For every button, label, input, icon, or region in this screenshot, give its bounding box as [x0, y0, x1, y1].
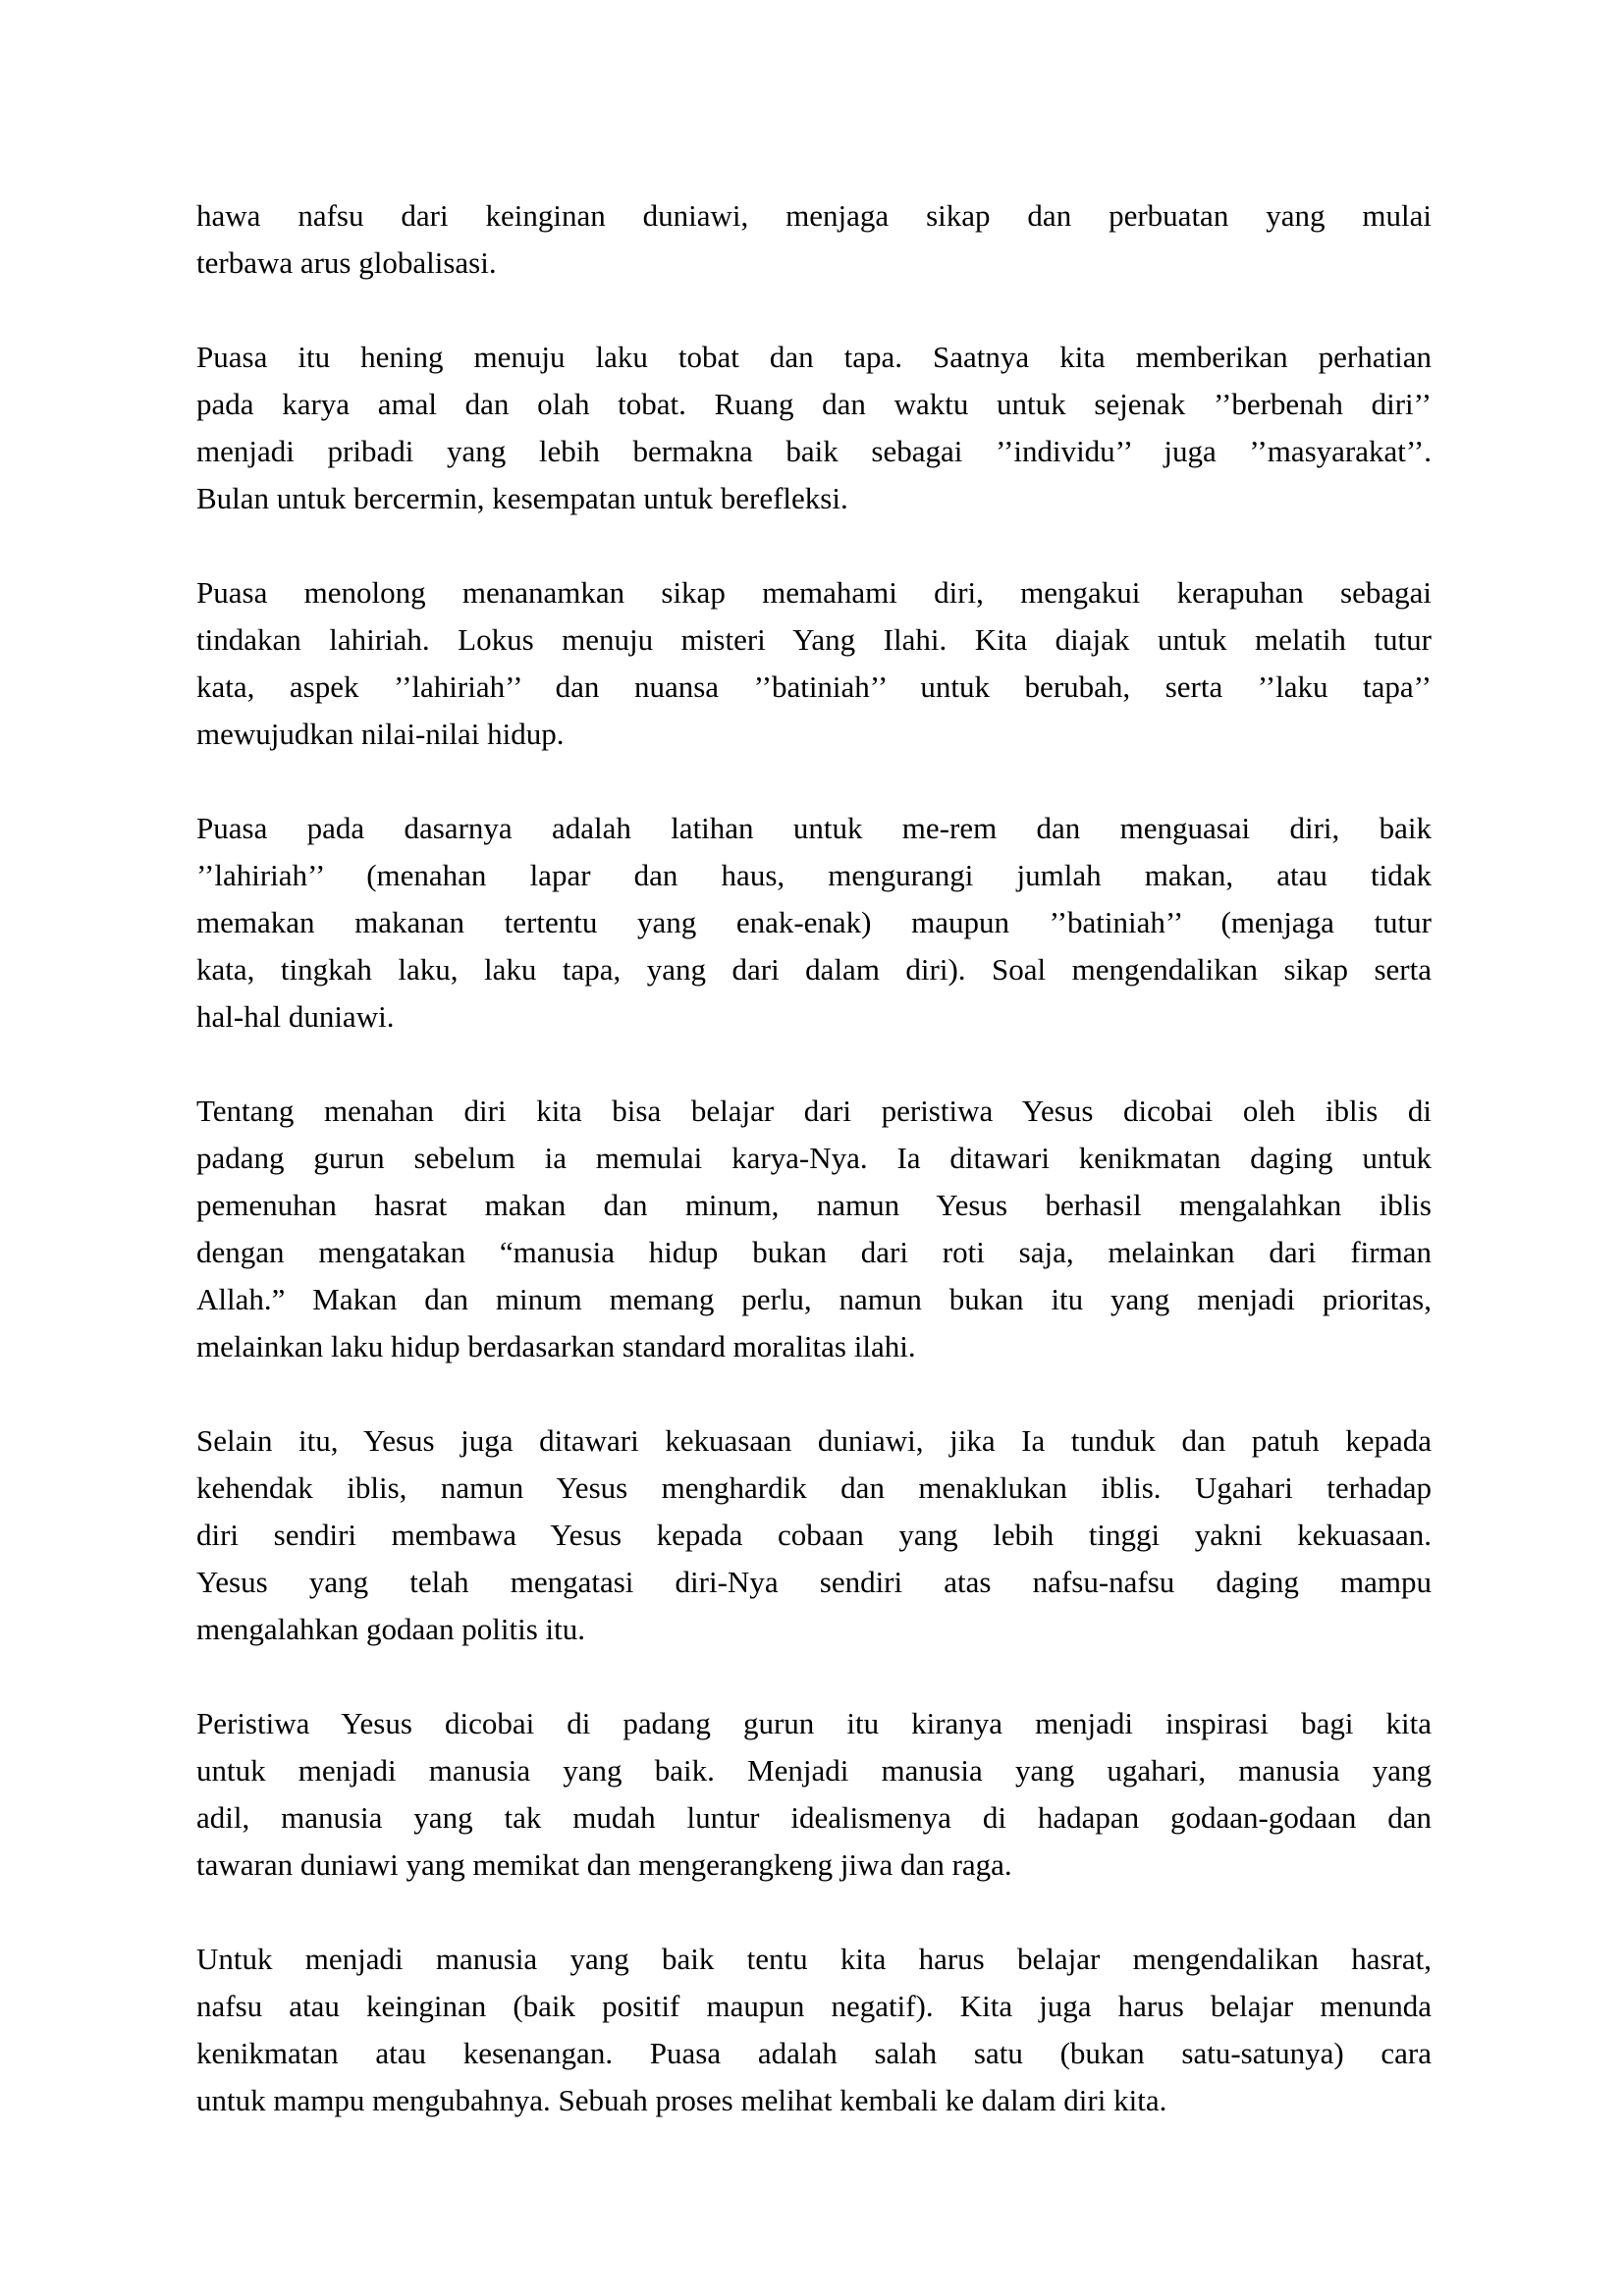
paragraph	[196, 1088, 1432, 1370]
text-line: terbawa arus globalisasi.	[196, 245, 497, 280]
text-line: Tentang menahan diri kita bisa belajar dari peristiwa Yesus dicobai oleh iblis di	[196, 1094, 1432, 1128]
text-line: tindakan lahiriah. Lokus menuju misteri Yang Ilahi. Kita diajak untuk melatih tutur	[196, 622, 1432, 657]
text-line: Peristiwa Yesus dicobai di padang gurun itu kiranya menjadi inspirasi bagi kita	[196, 1706, 1432, 1740]
text-line: nafsu atau keinginan (baik positif maupun negatif). Kita juga harus belajar menunda	[196, 1989, 1432, 2023]
text-line: Puasa menolong menanamkan sikap memahami diri, mengakui kerapuhan sebagai	[196, 575, 1432, 610]
text-line: menjadi pribadi yang lebih bermakna baik sebagai ’’individu’’ juga ’’masyarakat’’.	[196, 434, 1432, 468]
text-line: Allah.” Makan dan minum memang perlu, namun bukan itu yang menjadi prioritas,	[196, 1282, 1432, 1316]
text-line: Selain itu, Yesus juga ditawari kekuasaan duniawi, jika Ia tunduk dan patuh kepada	[196, 1423, 1432, 1458]
text-line: Untuk menjadi manusia yang baik tentu kita harus belajar mengendalikan hasrat,	[196, 1942, 1432, 1976]
text-line: hawa nafsu dari keinginan duniawi, menjaga sikap dan perbuatan yang mulai	[196, 198, 1432, 233]
text-line: memakan makanan tertentu yang enak-enak) maupun ’’batiniah’’ (menjaga tutur	[196, 905, 1432, 939]
text-line: pada karya amal dan olah tobat. Ruang dan waktu untuk sejenak ’’berbenah diri’’	[196, 387, 1432, 421]
paragraph	[196, 1417, 1432, 1653]
paragraph	[196, 1700, 1432, 1889]
text-line: kata, tingkah laku, laku tapa, yang dari dalam diri). Soal mengendalikan sikap serta	[196, 952, 1432, 987]
text-line: ’’lahiriah’’ (menahan lapar dan haus, mengurangi jumlah makan, atau tidak	[196, 858, 1432, 892]
paragraph	[196, 1936, 1432, 2124]
text-line: kehendak iblis, namun Yesus menghardik dan menaklukan iblis. Ugahari terhadap	[196, 1470, 1432, 1505]
text-line: Puasa itu hening menuju laku tobat dan tapa. Saatnya kita memberikan perhatian	[196, 340, 1432, 374]
text-line: kenikmatan atau kesenangan. Puasa adalah salah satu (bukan satu-satunya) cara	[196, 2036, 1432, 2070]
text-block	[196, 192, 1432, 2124]
text-line: mengalahkan godaan politis itu.	[196, 1612, 586, 1646]
paragraph	[196, 192, 1432, 287]
text-line: Bulan untuk bercermin, kesempatan untuk berefleksi.	[196, 481, 848, 515]
text-line: untuk mampu mengubahnya. Sebuah proses melihat kembali ke dalam diri kita.	[196, 2083, 1167, 2117]
text-line: pemenuhan hasrat makan dan minum, namun Yesus berhasil mengalahkan iblis	[196, 1188, 1432, 1222]
text-line: Puasa pada dasarnya adalah latihan untuk me-rem dan menguasai diri, baik	[196, 811, 1432, 845]
text-line: tawaran duniawi yang memikat dan mengerangkeng jiwa dan raga.	[196, 1847, 1012, 1882]
text-line: mewujudkan nilai-nilai hidup.	[196, 717, 565, 751]
text-line: melainkan laku hidup berdasarkan standard moralitas ilahi.	[196, 1329, 916, 1363]
paragraph	[196, 805, 1432, 1041]
text-line: adil, manusia yang tak mudah luntur idealismenya di hadapan godaan-godaan dan	[196, 1800, 1432, 1835]
text-line: padang gurun sebelum ia memulai karya-Nya. Ia ditawari kenikmatan daging untuk	[196, 1141, 1432, 1175]
text-line: dengan mengatakan “manusia hidup bukan dari roti saja, melainkan dari firman	[196, 1235, 1432, 1269]
text-line: diri sendiri membawa Yesus kepada cobaan yang lebih tinggi yakni kekuasaan.	[196, 1518, 1432, 1552]
text-line: kata, aspek ’’lahiriah’’ dan nuansa ’’batiniah’’ untuk berubah, serta ’’laku tapa’’	[196, 669, 1432, 704]
paragraph	[196, 569, 1432, 758]
text-line: hal-hal duniawi.	[196, 999, 395, 1034]
text-line: untuk menjadi manusia yang baik. Menjadi manusia yang ugahari, manusia yang	[196, 1753, 1432, 1788]
text-line: Yesus yang telah mengatasi diri-Nya sendiri atas nafsu-nafsu daging mampu	[196, 1565, 1432, 1599]
paragraph	[196, 334, 1432, 522]
